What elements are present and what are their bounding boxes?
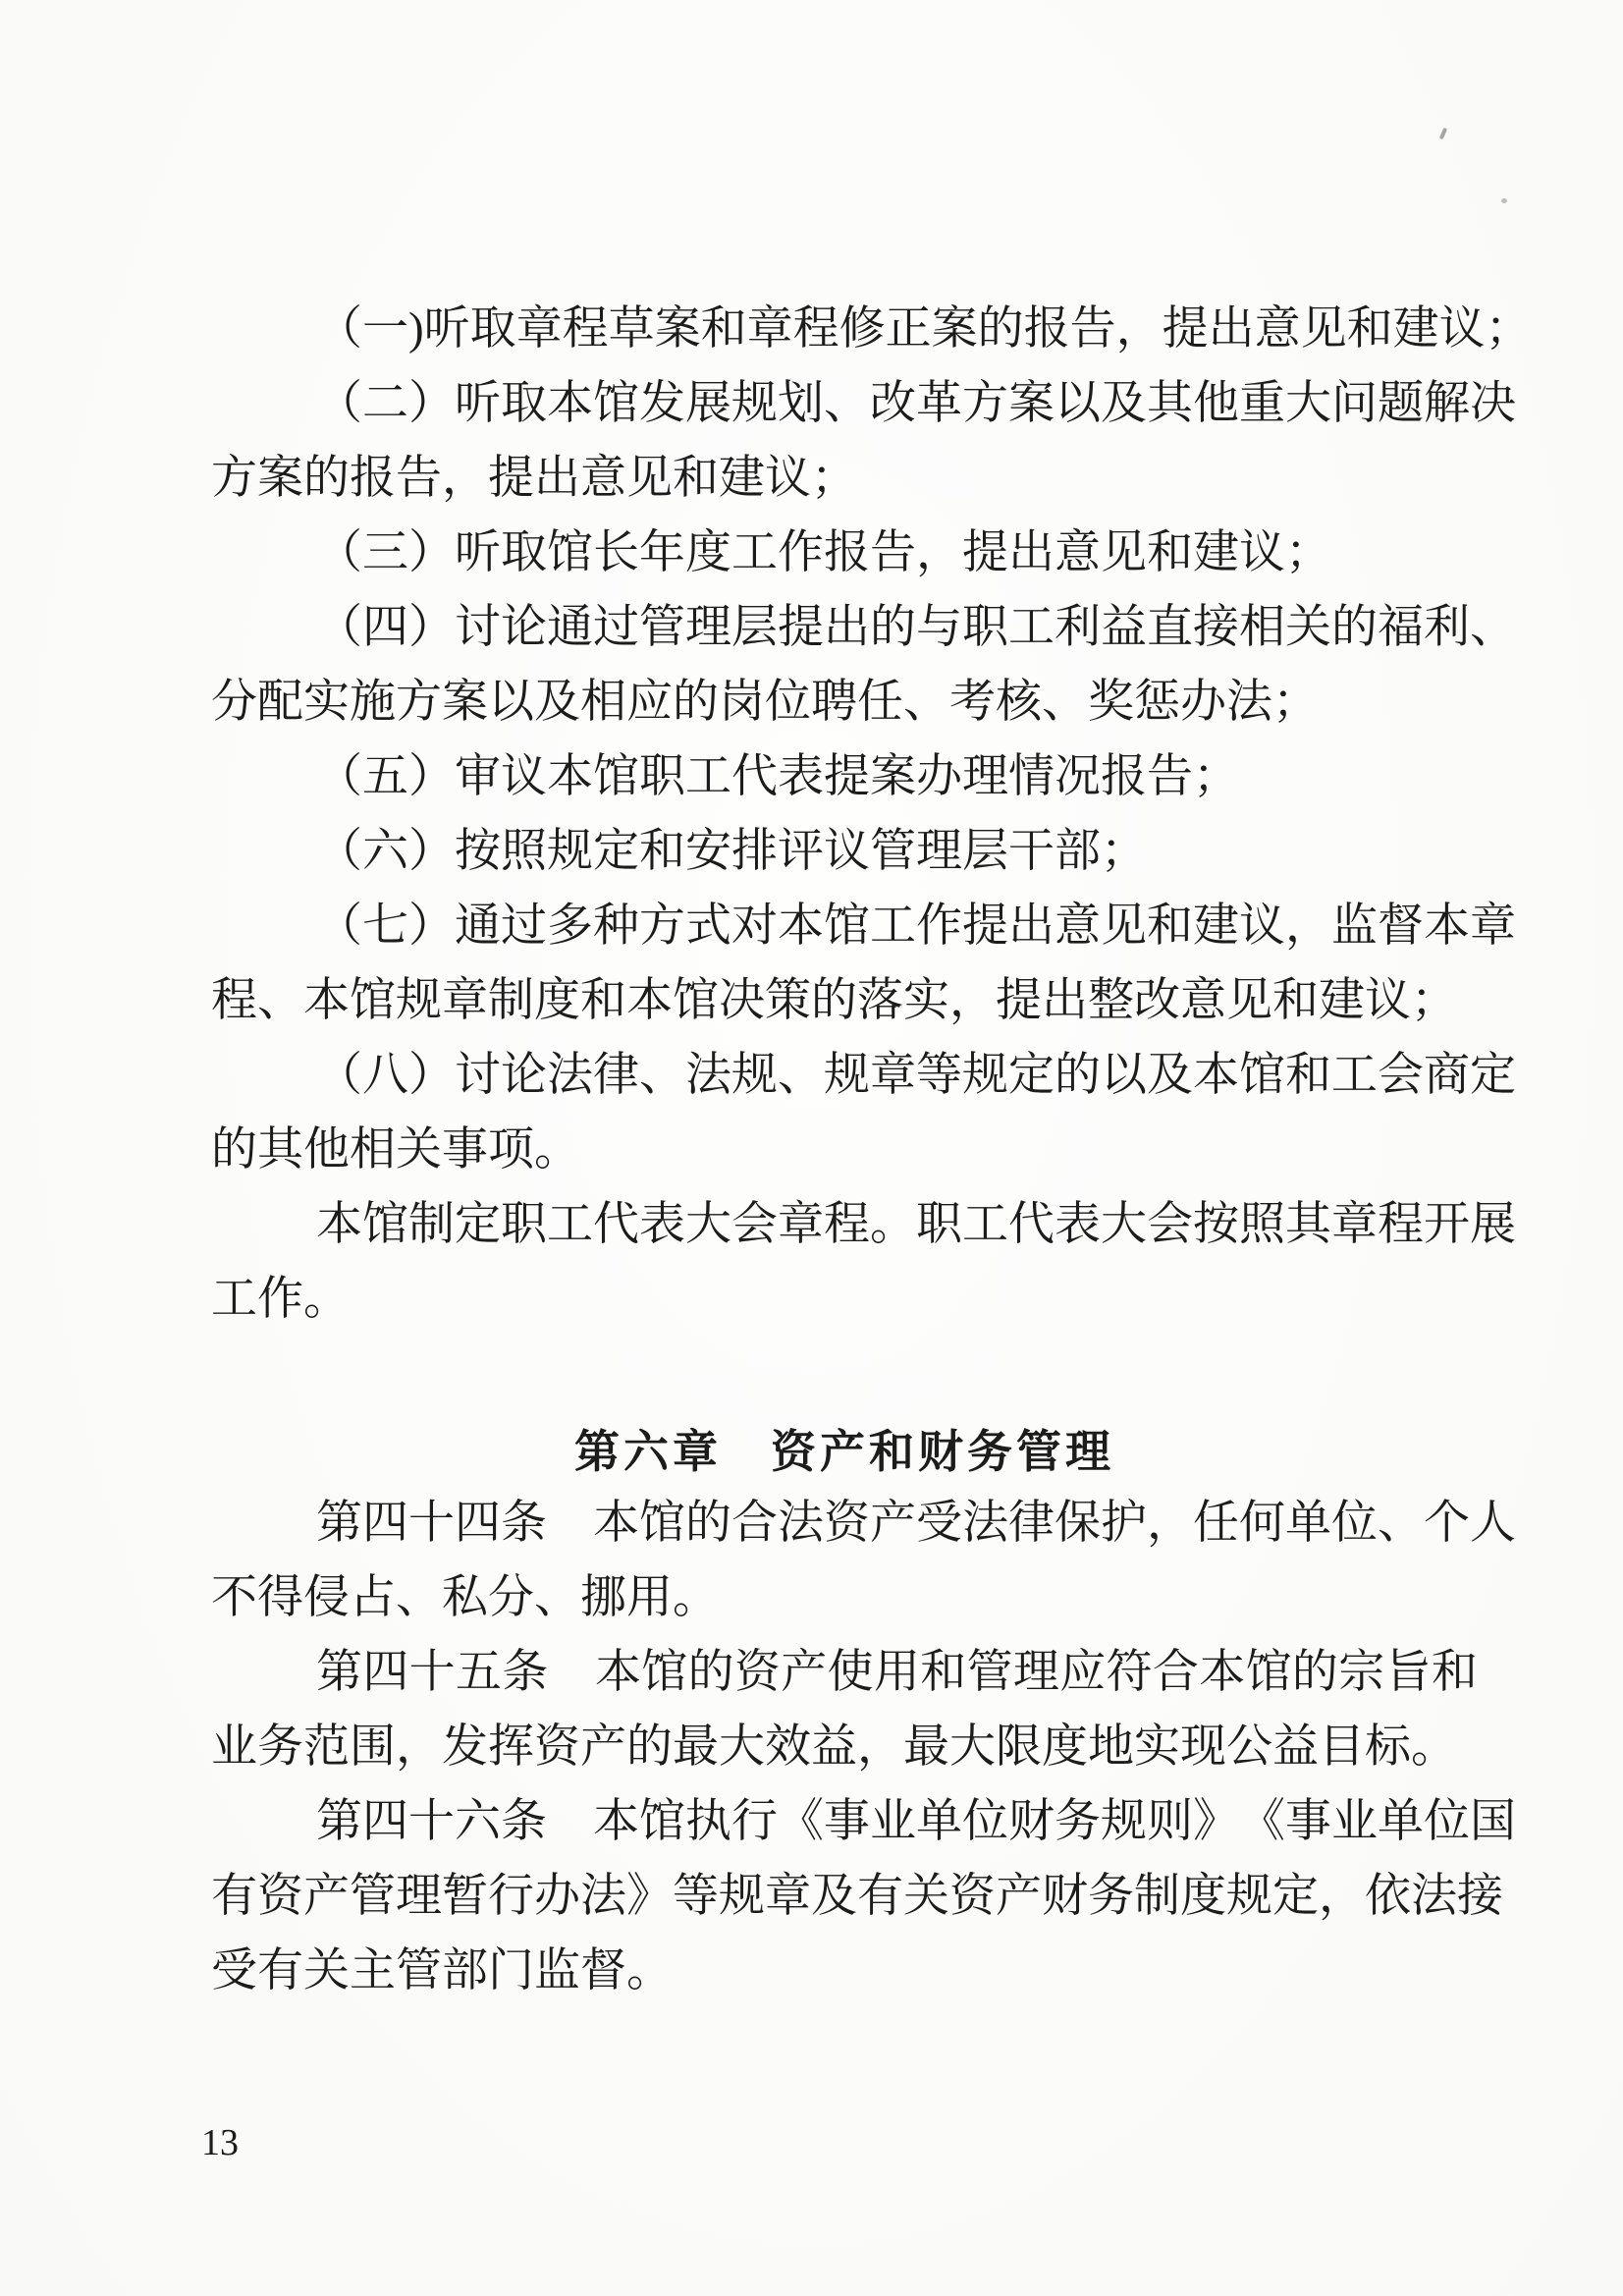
text-line: （ 一 ) 听 取 章 程 草 案 和 章 程 修 正 案 的 报 告 ， 提 出 意 见 和 建 议 ； bbox=[316, 302, 1532, 355]
text-line: 分 配 实 施 方 案 以 及 相 应 的 岗 位 聘 任 、 考 核 、 奖 惩 办 法 ； bbox=[211, 676, 1319, 728]
text-line: 程 、 本 馆 规 章 制 度 和 本 馆 决 策 的 落 实 ， 提 出 整 改 意 见 和 建 议 ； bbox=[211, 974, 1457, 1026]
text-line: 本 馆 制 定 职 工 代 表 大 会 章 程 。 职 工 代 表 大 会 按 照 其 章 程 开 展 bbox=[316, 1198, 1516, 1250]
text-line: 业 务 范 围 ， 发 挥 资 产 的 最 大 效 益 ， 最 大 限 度 地 实 现 公 益 目 标 。 bbox=[211, 1721, 1457, 1773]
text-line: 第 四 十 五 条 本 馆 的 资 产 使 用 和 管 理 应 符 合 本 馆 的 宗 旨 和 bbox=[316, 1646, 1478, 1698]
text-line: 第 四 十 六 条 本 馆 执 行 《 事 业 单 位 财 务 规 则 》 《 事 业 单 位 国 bbox=[316, 1795, 1516, 1847]
text-line: 的 其 他 相 关 事 项 。 bbox=[211, 1123, 580, 1175]
text-line: （ 八 ） 讨 论 法 律 、 法 规 、 规 章 等 规 定 的 以 及 本 馆 和 工 会 商 定 bbox=[316, 1049, 1516, 1101]
text-line: （ 二 ） 听 取 本 馆 发 展 规 划 、 改 革 方 案 以 及 其 他 重 大 问 题 解 决 bbox=[316, 377, 1516, 429]
text-line: 第 四 十 四 条 本 馆 的 合 法 资 产 受 法 律 保 护 ， 任 何 单 位 、 个 人 bbox=[316, 1497, 1516, 1549]
text-line: 方 案 的 报 告 ， 提 出 意 见 和 建 议 ； bbox=[211, 452, 857, 504]
text-line: （ 七 ） 通 过 多 种 方 式 对 本 馆 工 作 提 出 意 见 和 建 议 ， 监 督 本 章 bbox=[316, 900, 1516, 952]
page-number: 13 bbox=[201, 2122, 239, 2163]
text-line: 受 有 关 主 管 部 门 监 督 。 bbox=[211, 1944, 673, 1996]
document-body bbox=[211, 292, 1532, 2008]
text-line: 工 作 。 bbox=[211, 1273, 350, 1325]
text-line: 有 资 产 管 理 暂 行 办 法 》 等 规 章 及 有 关 资 产 财 务 制 度 规 定 ， 依 法 接 bbox=[211, 1870, 1503, 1922]
text-line: （ 六 ） 按 照 规 定 和 安 排 评 议 管 理 层 干 部 ； bbox=[316, 825, 1147, 877]
chapter-heading: 第六章 资产和财务管理 bbox=[574, 1426, 1114, 1477]
scan-speck-icon bbox=[1439, 128, 1448, 140]
text-line: （ 三 ） 听 取 馆 长 年 度 工 作 报 告 ， 提 出 意 见 和 建 议 ； bbox=[316, 526, 1331, 578]
text-line: （ 五 ） 审 议 本 馆 职 工 代 表 提 案 办 理 情 况 报 告 ； bbox=[316, 750, 1239, 802]
text-line: 不 得 侵 占 、 私 分 、 挪 用 。 bbox=[211, 1571, 719, 1623]
text-line: （ 四 ） 讨 论 通 过 管 理 层 提 出 的 与 职 工 利 益 直 接 相 关 的 福 利 、 bbox=[316, 601, 1516, 653]
scan-speck-icon bbox=[1501, 198, 1507, 203]
